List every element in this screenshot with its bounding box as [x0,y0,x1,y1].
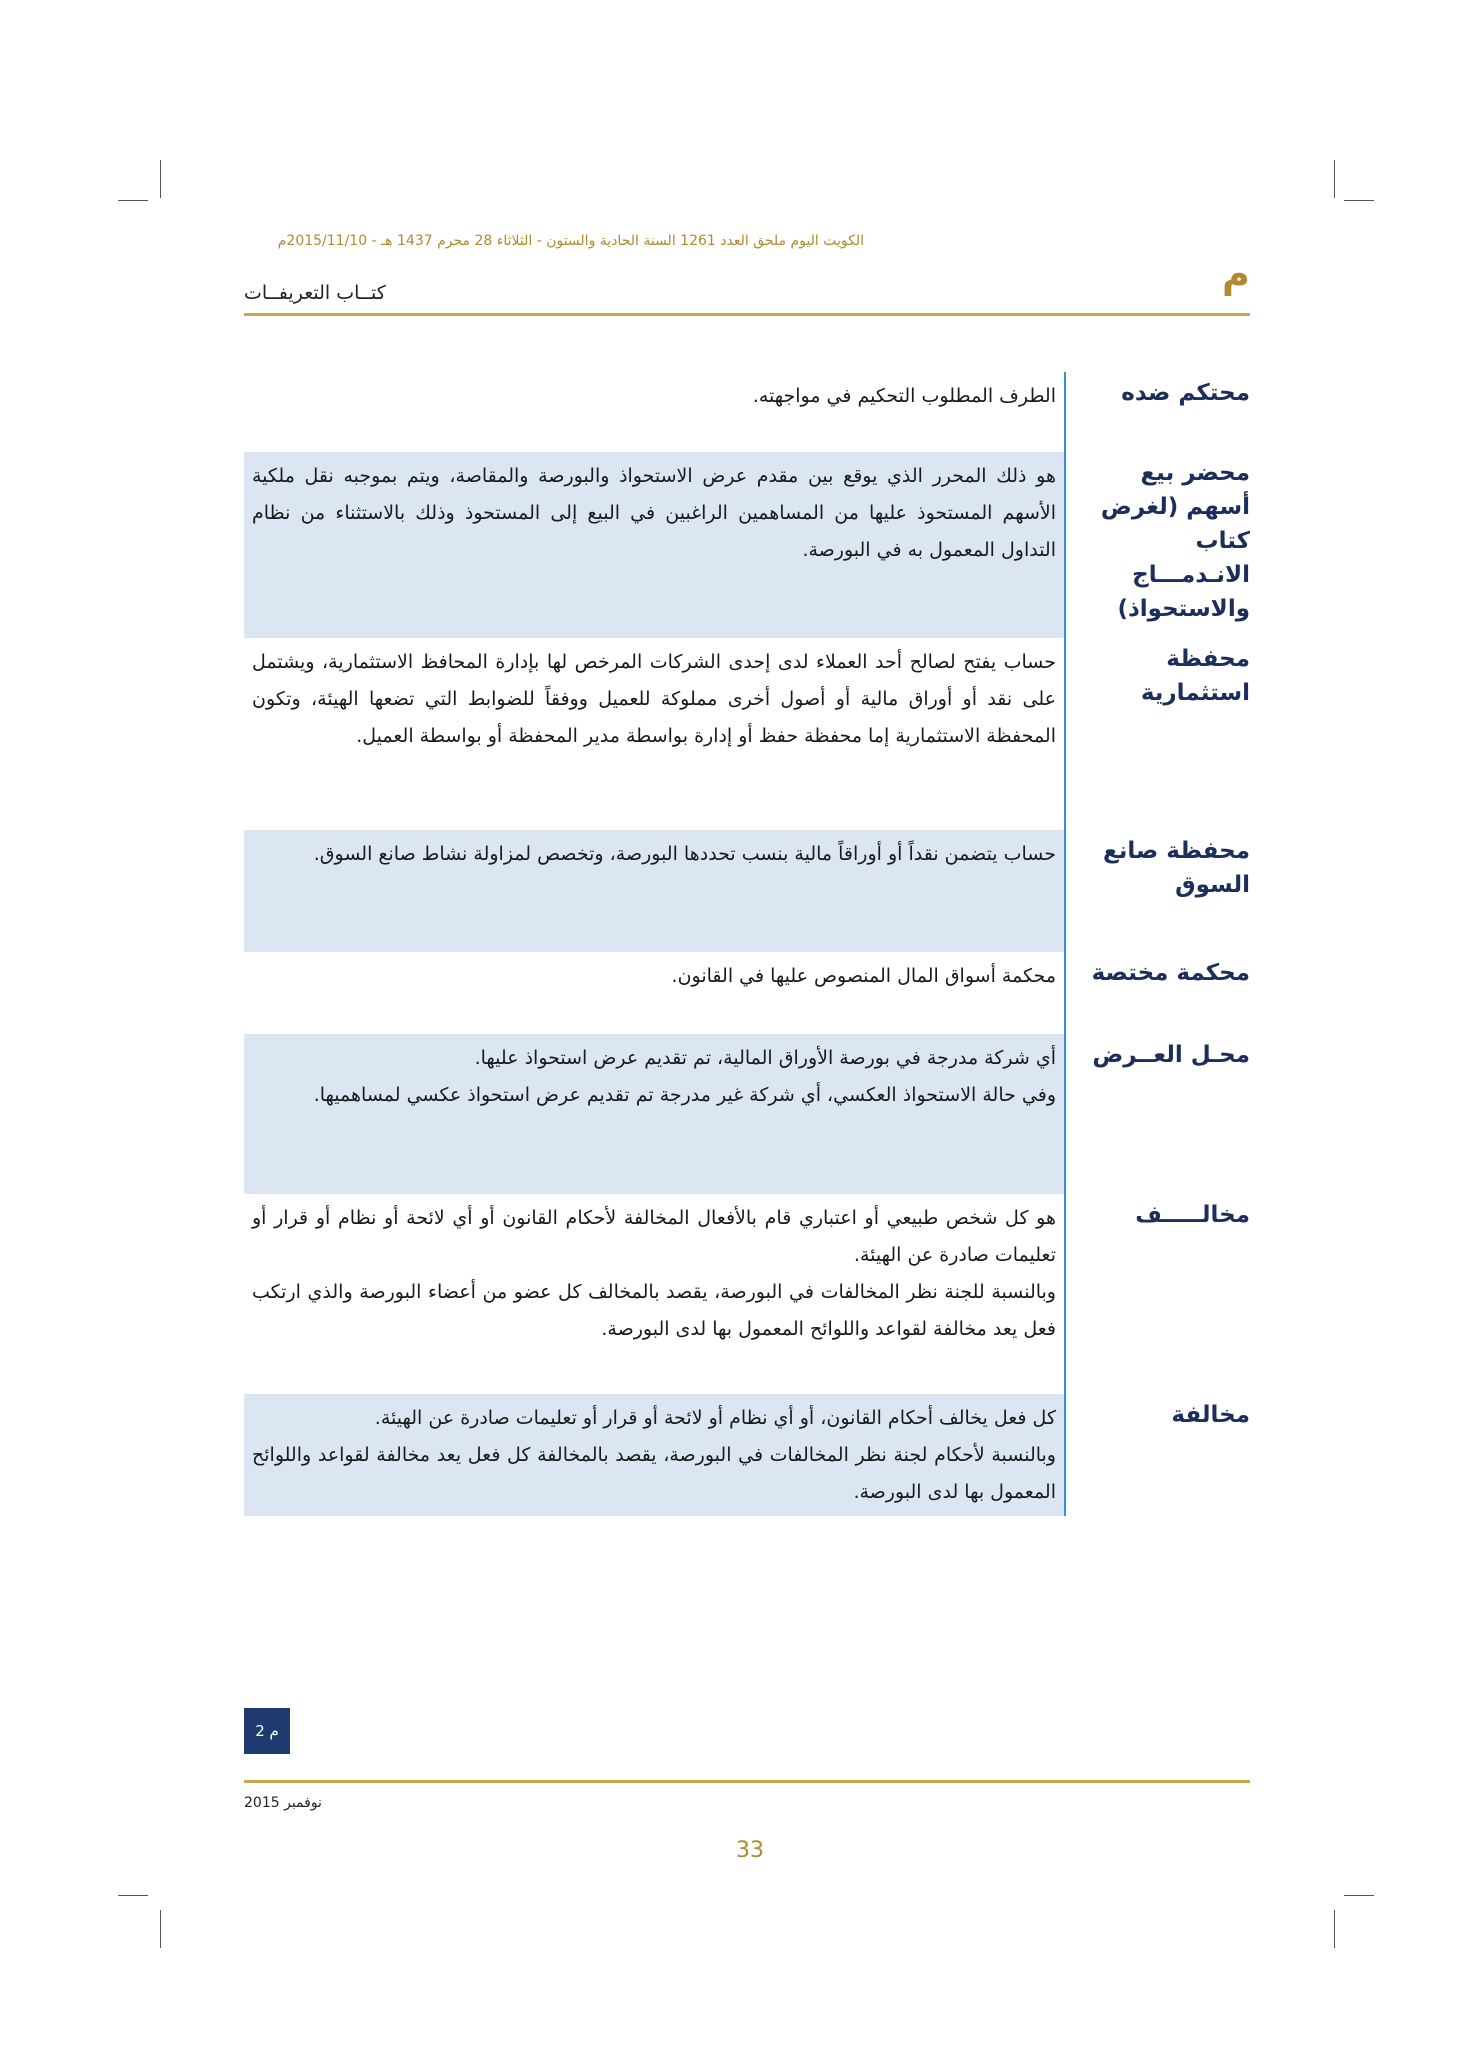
entry-definition [244,830,1064,952]
section-letter: م [1222,252,1250,296]
footer-rule [244,1780,1250,1783]
definition-paragraph: وبالنسبة لأحكام لجنة نظر المخالفات في البورصة، يقصد بالمخالفة كل فعل يعد مخالفة لقواعد واللوائح المعمول بها لدى البورصة. [252,1444,1056,1503]
definition-paragraph: حساب يتضمن نقداً أو أوراقاً مالية بنسب تحددها البورصة، وتخصص لمزاولة نشاط صانع السوق. [313,843,1056,865]
entry-term: محكمة مختصة [1091,960,1250,986]
crop-mark [1344,1895,1374,1896]
entry-definition [244,952,1064,1026]
crop-mark [160,1910,161,1948]
crop-mark [1344,200,1374,201]
entry-term: محتكم ضده [1121,380,1250,406]
definition-paragraph: وفي حالة الاستحواذ العكسي، أي شركة غير مدرجة تم تقديم عرض استحواذ عكسي لمساهميها. [313,1084,1056,1106]
definition-entry [244,638,1250,812]
entry-definition [244,372,1064,442]
entry-definition [244,1394,1064,1516]
definition-paragraph: هو كل شخص طبيعي أو اعتباري قام بالأفعال المخالفة لأحكام القانون أو أي لائحة أو نظام أو قرار أو تعليمات صادرة عن الهيئة. [252,1207,1056,1266]
definition-paragraph: هو ذلك المحرر الذي يوقع بين مقدم عرض الاستحواذ والبورصة والمقاصة، ويتم بموجبه نقل ملكية الأسهم المستحوذ عليها من المساهمين الراغبين في البيع إلى المستحوذ وذلك بالاستثناء من نظام التداول المعمول به في البورصة. [252,465,1056,561]
definition-paragraph: محكمة أسواق المال المنصوص عليها في القانون. [671,965,1056,987]
definition-entry [244,952,1250,1026]
entry-definition [244,452,1064,638]
page-number: 33 [736,1838,764,1863]
crop-mark [118,1895,148,1896]
page-badge: م 2 [244,1708,290,1754]
definition-entry [244,830,1250,952]
definition-entry [244,1194,1250,1388]
definition-entry [244,452,1250,638]
entry-definition [244,1034,1064,1194]
entry-term: مخالـــــف [1135,1202,1250,1228]
book-title: كتــاب التعريفــات [244,282,386,304]
header-rule [244,313,1250,316]
definition-paragraph: الطرف المطلوب التحكيم في مواجهته. [752,385,1056,407]
entry-term: محفظة صانع السوق [1103,838,1250,898]
crop-mark [1334,160,1335,198]
entry-term: محضر بيع أسهم (لغرض كتاب الانـدمـــاج والاستحواذ) [1100,460,1250,622]
definition-paragraph: كل فعل يخالف أحكام القانون، أو أي نظام أو لائحة أو قرار أو تعليمات صادرة عن الهيئة. [374,1407,1056,1429]
definition-paragraph: وبالنسبة للجنة نظر المخالفات في البورصة، يقصد بالمخالف كل عضو من أعضاء البورصة والذي ارتكب فعل يعد مخالفة لقواعد واللوائح المعمول بها لدى البورصة. [252,1281,1056,1340]
definition-entry [244,1034,1250,1194]
entry-term: محفظة استثمارية [1140,646,1250,706]
crop-mark [1334,1910,1335,1948]
definition-entry [244,1394,1250,1516]
entry-term: مخالفة [1171,1402,1250,1428]
issue-line: الكويت اليوم ملحق العدد 1261 السنة الحادية والستون - الثلاثاء 28 محرم 1437 هـ - 2015/11/10م [277,233,864,249]
definition-paragraph: أي شركة مدرجة في بورصة الأوراق المالية، تم تقديم عرض استحواذ عليها. [474,1047,1056,1069]
entry-definition [244,638,1064,812]
entry-definition [244,1194,1064,1388]
definition-entry [244,372,1250,442]
definition-paragraph: حساب يفتح لصالح أحد العملاء لدى إحدى الشركات المرخص لها بإدارة المحافظ الاستثمارية، ويشتمل على نقد أو أوراق مالية أو أصول أخرى مملوكة للعميل ووفقاً للضوابط التي تضعها الهيئة، وتكون المحفظة الاستثمارية إما محفظة حفظ أو إدارة بواسطة مدير المحفظة أو بواسطة العميل. [252,651,1056,747]
entry-term: محـل العــرض [1092,1042,1250,1068]
crop-mark [160,160,161,198]
footer-date: نوفمبر 2015 [244,1795,322,1811]
crop-mark [118,200,148,201]
